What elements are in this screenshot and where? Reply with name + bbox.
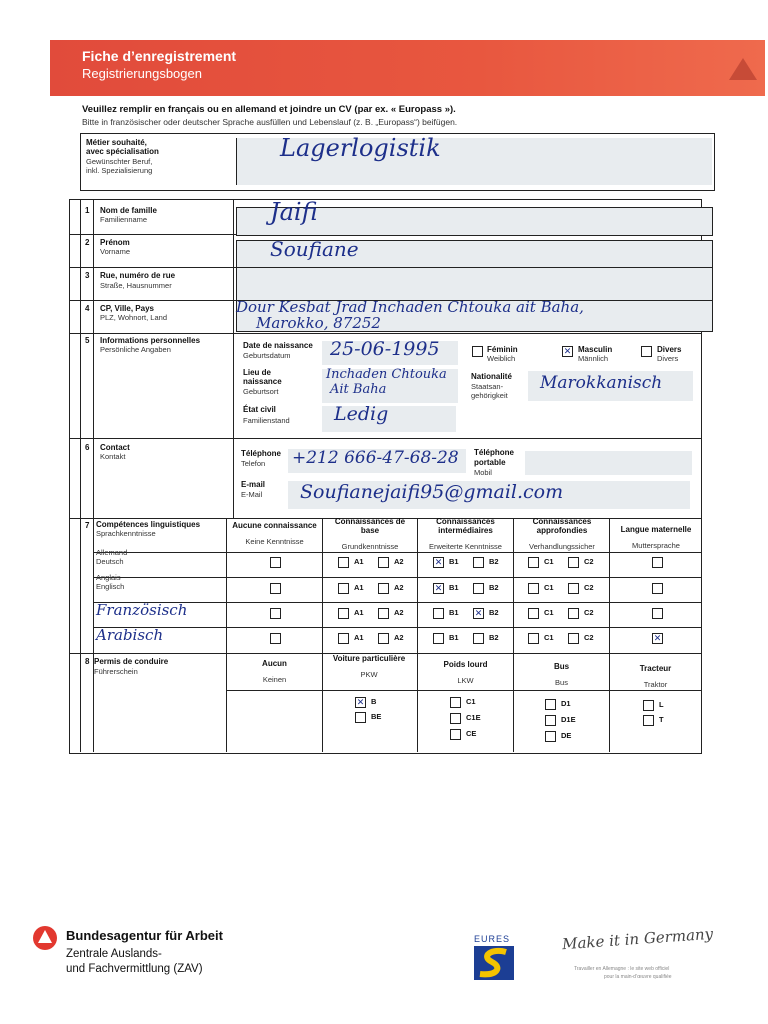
lang-3-b1-checkbox[interactable]	[433, 608, 444, 619]
email-label-de: E-Mail	[241, 490, 263, 499]
first-name-label-de: Vorname	[100, 247, 131, 256]
lang-2-b2-checkbox[interactable]	[473, 583, 484, 594]
lang-1-native-checkbox[interactable]	[652, 557, 663, 568]
personal-label-de: Persönliche Angaben	[100, 345, 171, 354]
first-name-label-fr: Prénom	[100, 238, 130, 247]
lang-label-de: Sprachkenntnisse	[96, 529, 156, 538]
mobile-label-de: Mobil	[474, 468, 492, 477]
contact-label-de: Kontakt	[100, 452, 126, 461]
license-ce-checkbox[interactable]	[450, 729, 461, 740]
feminin-label-de: Weiblich	[487, 354, 516, 363]
lang-level-label: A1	[354, 608, 364, 617]
header-banner	[50, 40, 765, 96]
lang-1-b2-checkbox[interactable]	[473, 557, 484, 568]
lang-col-intermediate: Connaissances intermédiaires Erweiterte Kenntnisse	[429, 517, 502, 551]
pob-label-de: Geburtsort	[243, 387, 279, 396]
lang-4-a1-checkbox[interactable]	[338, 633, 349, 644]
lang-level-label: A1	[354, 557, 364, 566]
dob-label-de: Geburtsdatum	[243, 351, 291, 360]
job-label-de-2: inkl. Spezialisierung	[86, 166, 153, 175]
lang-level-label: B2	[489, 583, 499, 592]
lang-level-label: C2	[584, 633, 594, 642]
license-c1e-checkbox[interactable]	[450, 713, 461, 724]
lang-row-english-de: Englisch	[96, 582, 125, 591]
masculin-label-fr: Masculin	[578, 345, 613, 354]
lang-4-native-checkbox[interactable]	[652, 633, 663, 644]
agency-sub-1: Zentrale Auslands-	[66, 948, 162, 960]
lang-2-c2-checkbox[interactable]	[568, 583, 579, 594]
lang-col-advanced: Connaissances approfondies Verhandlungssicher	[529, 517, 595, 551]
last-name-value: Jaifi	[270, 198, 318, 226]
intro-fr: Veuillez remplir en français ou en allemand et joindre un CV (par ex. « Europass »).	[82, 104, 456, 115]
row7-num: 7	[85, 521, 90, 530]
eures-s-icon	[472, 944, 520, 984]
lang-level-label: C1	[544, 557, 554, 566]
city-label-de: PLZ, Wohnort, Land	[100, 313, 167, 322]
feminin-label-fr: Féminin	[487, 345, 518, 354]
license-c1-checkbox[interactable]	[450, 697, 461, 708]
lang-3-a1-checkbox[interactable]	[338, 608, 349, 619]
email-value: Soufianejaifi95@gmail.com	[300, 481, 564, 503]
lang-1-c1-checkbox[interactable]	[528, 557, 539, 568]
form-title-de: Registrierungsbogen	[82, 66, 202, 81]
lang-level-label: B1	[449, 583, 459, 592]
city-value-1: Dour Kesbat Jrad Inchaden Chtouka ait Baha,	[236, 298, 584, 316]
job-label-fr-2: avec spécialisation	[86, 147, 159, 156]
city-label-fr: CP, Ville, Pays	[100, 304, 154, 313]
license-col-none: Aucun Keinen	[262, 659, 287, 684]
lang-2-c1-checkbox[interactable]	[528, 583, 539, 594]
license-ce-label: CE	[466, 729, 477, 738]
row8-num: 8	[85, 657, 90, 666]
street-field[interactable]	[236, 267, 713, 302]
lang-4-b2-checkbox[interactable]	[473, 633, 484, 644]
lang-row-german-fr: Allemand	[96, 548, 128, 557]
slogan: Make it in Germany	[561, 924, 714, 954]
divers-checkbox[interactable]	[641, 346, 652, 357]
tel-value: +212 666-47-68-28	[292, 448, 459, 468]
lang-3-b2-checkbox[interactable]	[473, 608, 484, 619]
job-label-de-1: Gewünschter Beruf,	[86, 157, 153, 166]
lang-col-native: Langue maternelle Muttersprache	[620, 525, 692, 550]
lang-level-label: B2	[489, 608, 499, 617]
license-d1-label: D1	[561, 699, 571, 708]
lang-4-c1-checkbox[interactable]	[528, 633, 539, 644]
lang-col-basic: Connaissances de base Grundkenntnisse	[334, 517, 406, 551]
lang-2-native-checkbox[interactable]	[652, 583, 663, 594]
lang-3-c1-checkbox[interactable]	[528, 608, 539, 619]
license-b-checkbox[interactable]	[355, 697, 366, 708]
license-d1e-checkbox[interactable]	[545, 715, 556, 726]
civil-label-fr: État civil	[243, 405, 276, 414]
lang-level-label: C1	[544, 583, 554, 592]
contact-label-fr: Contact	[100, 443, 130, 452]
lang-4-a2-checkbox[interactable]	[378, 633, 389, 644]
agency-logo-block	[33, 926, 233, 986]
license-l-checkbox[interactable]	[643, 700, 654, 711]
form-title-fr: Fiche d’enregistrement	[82, 48, 237, 64]
license-col-bus: Bus Bus	[553, 662, 570, 687]
row5-num: 5	[85, 336, 90, 345]
lang-2-a2-checkbox[interactable]	[378, 583, 389, 594]
slogan-sub-2: pour la main-d’œuvre qualifiée	[604, 974, 672, 980]
divers-label-de: Divers	[657, 354, 679, 363]
lang-3-none-checkbox[interactable]	[270, 608, 281, 619]
license-d1e-label: D1E	[561, 715, 576, 724]
lang-level-label: C2	[584, 608, 594, 617]
agency-sub	[66, 947, 203, 977]
license-col-tractor: Tracteur Traktor	[639, 664, 672, 689]
lang-2-a1-checkbox[interactable]	[338, 583, 349, 594]
lang-col-none: Aucune connaissance Keine Kenntnisse	[232, 521, 317, 546]
intro-de: Bitte in französischer oder deutscher Sprache ausfüllen und Lebenslauf (z. B. „Europass“) beifügen.	[82, 117, 458, 127]
license-be-label: BE	[371, 712, 382, 721]
email-label-fr: E-mail	[241, 480, 266, 489]
lang-row-arabic: Arabisch	[96, 626, 164, 644]
lang-3-a2-checkbox[interactable]	[378, 608, 389, 619]
pob-label-fr-1: Lieu de	[243, 368, 272, 377]
lang-level-label: B1	[449, 608, 459, 617]
tel-label-de: Telefon	[241, 459, 266, 468]
dob-value: 25-06-1995	[330, 338, 440, 360]
civil-label-de: Familienstand	[243, 416, 290, 425]
lang-row-french: Französisch	[96, 601, 188, 619]
nationality-label-de-1: Staatsan-	[471, 382, 504, 391]
license-t-label: T	[659, 715, 664, 724]
agency-name: Bundesagentur für Arbeit	[66, 928, 223, 943]
license-de-checkbox[interactable]	[545, 731, 556, 742]
job-value: Lagerlogistik	[280, 134, 441, 162]
license-l-label: L	[659, 700, 664, 709]
lang-row-english-fr: Anglais	[96, 573, 121, 582]
masculin-label-de: Männlich	[578, 354, 609, 363]
eures-logo	[472, 934, 520, 984]
lang-2-none-checkbox[interactable]	[270, 583, 281, 594]
agency-sub-2: und Fachvermittlung (ZAV)	[66, 962, 203, 975]
lang-3-native-checkbox[interactable]	[652, 608, 663, 619]
lang-row-german-de: Deutsch	[96, 557, 124, 566]
feminin-checkbox[interactable]	[472, 346, 483, 357]
nationality-label-fr: Nationalité	[471, 372, 512, 381]
dob-label-fr: Date de naissance	[243, 341, 313, 350]
civil-value: Ledig	[334, 403, 389, 425]
lang-level-label: B2	[489, 557, 499, 566]
lang-4-c2-checkbox[interactable]	[568, 633, 579, 644]
license-label-fr: Permis de conduire	[94, 657, 169, 666]
pob-value-2: Ait Baha	[330, 382, 387, 397]
row1-num: 1	[85, 206, 90, 215]
lang-level-label: A1	[354, 583, 364, 592]
eures-text: EURES	[474, 934, 511, 944]
license-d1-checkbox[interactable]	[545, 699, 556, 710]
license-c1-label: C1	[466, 697, 476, 706]
lang-1-a1-checkbox[interactable]	[338, 557, 349, 568]
lang-level-label: B1	[449, 633, 459, 642]
license-be-checkbox[interactable]	[355, 712, 366, 723]
license-b-label: B	[371, 697, 377, 706]
agency-a-icon	[33, 926, 57, 950]
masculin-checkbox[interactable]	[562, 346, 573, 357]
lang-4-b1-checkbox[interactable]	[433, 633, 444, 644]
pob-label-fr-2: naissance	[243, 377, 282, 386]
row3-num: 3	[85, 271, 90, 280]
tel-label-fr: Téléphone	[241, 449, 282, 458]
lang-1-a2-checkbox[interactable]	[378, 557, 389, 568]
license-c1e-label: C1E	[466, 713, 481, 722]
lang-level-label: A2	[394, 633, 404, 642]
job-label-fr-1: Métier souhaité,	[86, 138, 147, 147]
lang-1-none-checkbox[interactable]	[270, 557, 281, 568]
first-name-value: Soufiane	[270, 237, 359, 261]
license-label-de: Führerschein	[94, 667, 138, 676]
row4-num: 4	[85, 304, 90, 313]
nationality-value: Marokkanisch	[540, 373, 663, 393]
mobile-label-fr-2: portable	[474, 458, 506, 467]
lang-level-label: A1	[354, 633, 364, 642]
slogan-sub-1: Travailler en Allemagne : le site web officiel	[574, 966, 670, 972]
last-name-label-fr: Nom de famille	[100, 206, 157, 215]
license-t-checkbox[interactable]	[643, 715, 654, 726]
lang-1-c2-checkbox[interactable]	[568, 557, 579, 568]
personal-label-fr: Informations personnelles	[100, 336, 201, 345]
lang-level-label: B1	[449, 557, 459, 566]
pob-value-1: Inchaden Chtouka	[326, 367, 447, 382]
lang-level-label: C1	[544, 608, 554, 617]
lang-label-fr: Compétences linguistiques	[96, 520, 201, 529]
lang-level-label: C2	[584, 557, 594, 566]
lang-level-label: A2	[394, 608, 404, 617]
mobile-field[interactable]	[525, 451, 692, 475]
license-de-label: DE	[561, 731, 572, 740]
lang-level-label: C2	[584, 583, 594, 592]
street-label-fr: Rue, numéro de rue	[100, 271, 176, 280]
divers-label-fr: Divers	[657, 345, 682, 354]
row2-num: 2	[85, 238, 90, 247]
lang-4-none-checkbox[interactable]	[270, 633, 281, 644]
last-name-label-de: Familienname	[100, 215, 148, 224]
lang-level-label: C1	[544, 633, 554, 642]
row6-num: 6	[85, 443, 90, 452]
mobile-label-fr-1: Téléphone	[474, 448, 515, 457]
lang-3-c2-checkbox[interactable]	[568, 608, 579, 619]
banner-triangle-icon	[729, 58, 757, 80]
lang-level-label: A2	[394, 557, 404, 566]
lang-2-b1-checkbox[interactable]	[433, 583, 444, 594]
lang-level-label: B2	[489, 633, 499, 642]
city-value-2: Marokko, 87252	[256, 314, 381, 332]
license-col-car: Voiture particulière PKW	[332, 654, 406, 679]
license-col-truck: Poids lourd LKW	[443, 660, 488, 685]
nationality-label-de-2: gehörigkeit	[471, 391, 508, 400]
lang-1-b1-checkbox[interactable]	[433, 557, 444, 568]
street-label-de: Straße, Hausnummer	[100, 281, 172, 290]
lang-level-label: A2	[394, 583, 404, 592]
